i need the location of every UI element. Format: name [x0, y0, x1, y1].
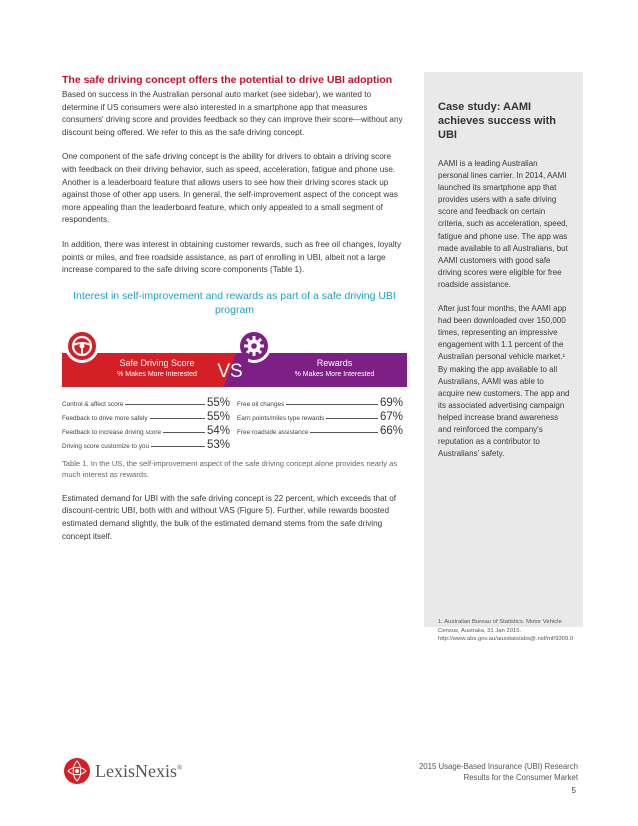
- safe-driving-subtitle: % Makes More Interested: [117, 370, 197, 378]
- closing-paragraph: Estimated demand for UBI with the safe driving concept is 22 percent, which exceeds that of discount-centric UBI, both with and without VAS (Figure 5). Further, while rewards boosted estimated demand slightly, the bulk of the estimated demand stems from the safe driving concept itself.: [62, 493, 397, 541]
- table-row: [62, 411, 230, 425]
- body-paragraph-1: Based on success in the Australian personal auto market (see sidebar), we wanted to determine if US consumers were also interested in a smartphone app that measures consumers' driving score and provides feedback so they can improve their score—without any discount being offered. We refer to this as the safe driving concept.: [62, 90, 403, 137]
- leader-line: [326, 418, 378, 419]
- footer-title: [419, 761, 578, 783]
- table-caption: Table 1. In the US, the self-improvement aspect of the safe driving concept alone provides nearly as much interest as rewards.: [62, 458, 398, 479]
- leader-line: [310, 432, 378, 433]
- table-title: Interest in self-improvement and rewards as part of a safe driving UBI program: [73, 289, 396, 316]
- logo-text: LexisNexis®: [95, 761, 183, 781]
- sidebar-paragraph-1: AAMI is a leading Australian personal lines carrier. In 2014, AAMI launched its smartphone app that provides users with a safe driving score and feedback on certain criteria, such as acceleration, speed, fatigue and phone use. The app was made available to all Australians, but AAMI customers with good safe driving scores were eligible for free roadside assistance.: [438, 159, 568, 289]
- rewards-list: [237, 397, 403, 439]
- page-number: 5: [571, 786, 576, 795]
- row-label: Earn points/miles type rewards: [237, 414, 325, 422]
- table-row: [62, 439, 230, 453]
- registered-mark: ®: [176, 764, 183, 772]
- rewards-subtitle: % Makes More Interested: [294, 370, 375, 378]
- row-value: 55%: [206, 410, 230, 423]
- vs-label: VS: [217, 360, 243, 382]
- leader-line: [125, 404, 205, 405]
- row-value: 54%: [206, 424, 230, 437]
- sidebar-footnote: 1. Australian Bureau of Statistics. Motor Vehicle Census, Australia, 31 Jan 2015. http://www.abs.gov.au/ausstats/abs@.nsf/mf/9309.0: [438, 619, 574, 643]
- sidebar-heading: Case study: AAMI achieves success with UBI: [438, 101, 557, 141]
- row-label: Feedback to drive more safely: [62, 414, 148, 422]
- sidebar-body: [438, 158, 570, 472]
- row-label: Driving score customize to you: [62, 442, 150, 450]
- table-row: [237, 425, 403, 439]
- vs-divider: [212, 353, 248, 387]
- row-value: 53%: [206, 438, 230, 451]
- steering-wheel-icon: [65, 329, 99, 363]
- lexisnexis-logo: [63, 757, 213, 787]
- table-row: [237, 397, 403, 411]
- sidebar-paragraph-2: After just four months, the AAMI app had been downloaded over 150,000 times, representing an impressive engagement with 1.1 percent of the Australian personal vehicle market.¹ By making the app available to all Australians, AAMI was able to acquire new customers. The app and its associated advertising campaign helped increase brand awareness and reinforced the company's reputation as a contributor to Australians' safety.: [438, 304, 570, 459]
- leader-line: [151, 446, 205, 447]
- row-label: Free roadside assistance: [237, 428, 309, 436]
- footer-line-2: Results for the Consumer Market: [463, 773, 578, 782]
- logo-emblem-icon: [63, 757, 91, 785]
- body-paragraph-2: One component of the safe driving concept is the ability for drivers to obtain a driving score with feedback on their driving behavior, such as speed, acceleration, fatigue and phone use. Another is a leaderboard feature that allows users to see how their driving scores stack up against those of other app users. In general, the self-improvement aspect of the concept was more appealing than the leaderboard feature, which only appealed to a small segment of respondents.: [62, 152, 398, 225]
- leader-line: [286, 404, 378, 405]
- rewards-title: Rewards: [316, 357, 353, 368]
- table-row: [237, 411, 403, 425]
- row-value: 67%: [379, 410, 403, 423]
- safe-driving-title: Safe Driving Score: [119, 357, 195, 368]
- main-column: [62, 74, 407, 555]
- table-row: [62, 397, 230, 411]
- row-value: 55%: [206, 396, 230, 409]
- section-heading: The safe driving concept offers the potential to drive UBI adoption: [62, 74, 393, 86]
- comparison-table: [62, 329, 407, 449]
- table-row: [62, 425, 230, 439]
- safe-driving-list: [62, 397, 230, 453]
- row-value: 69%: [379, 396, 403, 409]
- leader-line: [163, 432, 205, 433]
- leader-line: [150, 418, 205, 419]
- row-label: Feedback to increase driving score: [62, 428, 162, 436]
- body-paragraph-3: In addition, there was interest in obtaining customer rewards, such as free oil changes, loyalty points or miles, and free roadside assistance, as part of enrolling in UBI, albeit not a large increase compared to the safe driving score components (Table 1).: [62, 239, 402, 275]
- row-label: Control & affect score: [62, 400, 124, 408]
- row-label: Free oil changes: [237, 400, 285, 408]
- row-value: 66%: [379, 424, 403, 437]
- case-study-sidebar: [424, 72, 583, 643]
- footer-line-1: 2015 Usage-Based Insurance (UBI) Research: [418, 762, 578, 771]
